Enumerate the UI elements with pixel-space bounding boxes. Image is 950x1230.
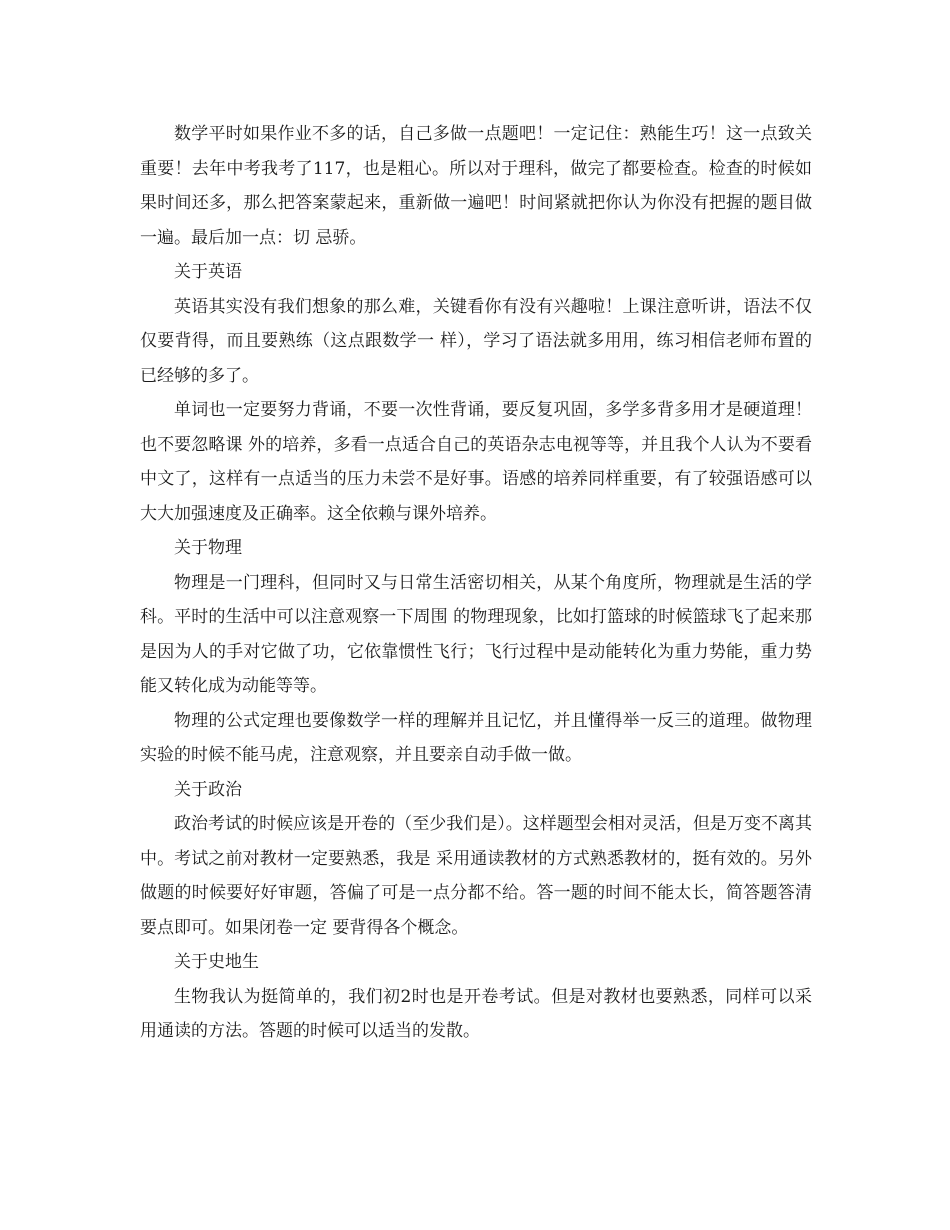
heading-english: 关于英语	[174, 262, 242, 282]
paragraph-math-tips: 数学平时如果作业不多的话，自己多做一点题吧！一定记住：熟能生巧！这一点致关重要！去年中考我考了117，也是粗心。所以对于理科，做完了都要检查。检查的时候如果时间还多，那么把答案蒙起来，重新做一遍吧！时间紧就把你认为你没有把握的题目做一遍。最后加一点：切 忌骄。	[140, 124, 812, 248]
paragraph-physics-formulas: 物理的公式定理也要像数学一样的理解并且记忆，并且懂得举一反三的道理。做物理实验的时候不能马虎，注意观察，并且要亲自动手做一做。	[140, 710, 812, 765]
heading-history-geo-bio: 关于史地生	[174, 952, 259, 972]
heading-politics: 关于政治	[174, 779, 242, 800]
paragraph-physics-life: 物理是一门理科，但同时又与日常生活密切相关，从某个角度所，物理就是生活的学科。平时的生活中可以注意观察一下周围 的物理现象，比如打篮球的时候篮球飞了起来那是因为人的手对它做了功，它依靠惯性飞行；飞行过程中是动能转化为重力势能，重力势能又转化成为动能等等。	[140, 572, 812, 696]
paragraph-politics-exam: 政治考试的时候应该是开卷的（至少我们是）。这样题型会相对灵活，但是万变不离其中。考试之前对教材一定要熟悉，我是 采用通读教材的方式熟悉教材的，挺有效的。另外做题的时候要好好审题，答偏了可是一点分都不给。答一题的时间不能太长，简答题答清要点即可。如果闭卷一定 要背得各个概念。	[140, 814, 812, 938]
paragraph-biology: 生物我认为挺简单的，我们初2时也是开卷考试。但是对教材也要熟悉，同样可以采用通读的方法。答题的时候可以适当的发散。	[140, 986, 812, 1041]
paragraph-english-vocabulary: 单词也一定要努力背诵，不要一次性背诵，要反复巩固，多学多背多用才是硬道理！也不要忽略课 外的培养，多看一点适合自己的英语杂志电视等等，并且我个人认为不要看中文了，这样有一点适当的压力未尝不是好事。语感的培养同样重要，有了较强语感可以 大大加强速度及正确率。这全依赖与课外培养。	[140, 400, 812, 524]
document-page	[140, 117, 812, 1049]
heading-physics: 关于物理	[174, 538, 242, 558]
paragraph-english-grammar: 英语其实没有我们想象的那么难，关键看你有没有兴趣啦！上课注意听讲，语法不仅仅要背得，而且要熟练（这点跟数学一 样），学习了语法就多用用，练习相信老师布置的已经够的多了。	[140, 296, 812, 386]
